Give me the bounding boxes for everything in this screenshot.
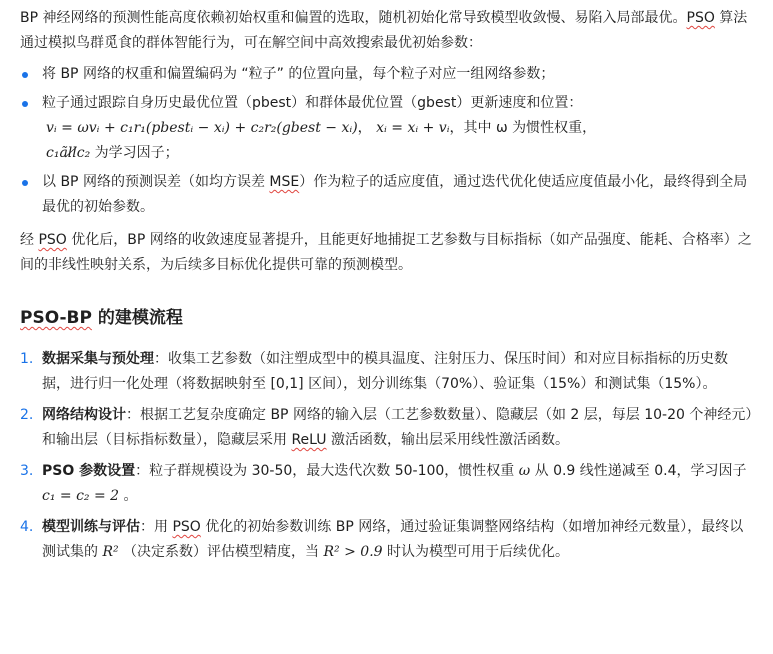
update-formula-line: vᵢ = ωvᵢ + c₁r₁(pbestᵢ − xᵢ) + c₂r₂(gbest − xᵢ)， xᵢ = xᵢ + vᵢ，其中 ω 为惯性权重， — [46, 120, 597, 136]
velocity-formula: vᵢ = ωvᵢ + c₁r₁(pbestᵢ − xᵢ) + c₂r₂(gbest − xᵢ) — [46, 120, 358, 136]
step-body-b: 从 0.9 线性递减至 0.4，学习因子 — [530, 463, 747, 479]
formula-suffix: ，其中 ω 为惯性权重， — [449, 120, 597, 136]
bullet-dot-icon — [22, 180, 28, 186]
modeling-steps-list — [20, 347, 753, 565]
heading-pso-bp: PSO-BP — [20, 308, 92, 328]
learning-factor-equation: c₁ = c₂ = 2 — [42, 488, 120, 504]
step-number: 1. — [20, 351, 34, 367]
step-title: 模型训练与评估 — [42, 519, 140, 535]
summary-paragraph — [20, 228, 753, 278]
step-title: 数据采集与预处理 — [42, 351, 154, 367]
heading-rest: 的建模流程 — [91, 308, 183, 328]
summary-text-b: 优化后，BP 网络的收敛速度显著提升，且能更好地捕捉工艺参数与目标指标（如产品强度、能耗、合格率）之间的非线性映射关系，为后续多目标优化提供可靠的预测模型。 — [20, 232, 752, 273]
learning-factor-line — [42, 145, 179, 161]
step-body-d: 时认为模型可用于后续优化。 — [382, 544, 570, 560]
step-pso-term: PSO — [172, 519, 201, 535]
omega-symbol: ω — [518, 463, 531, 479]
bullet-item-update — [20, 91, 753, 166]
learning-factor-math: c₁ãll̸c₂ — [46, 145, 91, 161]
step-item-pso-params — [20, 459, 753, 509]
step-title: 网络结构设计 — [42, 407, 126, 423]
step-body-a: ：用 — [140, 519, 173, 535]
step-number: 3. — [20, 463, 34, 479]
step-number: 4. — [20, 519, 34, 535]
bullet-item-fitness — [20, 170, 753, 220]
step-body-a: ：根据工艺复杂度确定 BP 网络的输入层（工艺参数数量）、隐藏层（如 2 层，每层 10-20 个神经元）和输出层（目标指标数量），隐藏层采用 — [42, 407, 753, 448]
step-title-b: 参数设置 — [74, 463, 136, 479]
step-body-a: ：粒子群规模设为 30-50，最大迭代次数 50-100，惯性权重 — [135, 463, 519, 479]
intro-paragraph — [20, 6, 753, 56]
learning-factor-text: 为学习因子； — [90, 145, 179, 161]
step-item-network — [20, 403, 753, 453]
bullet-dot-icon — [22, 72, 28, 78]
step-body-c: （决定系数）评估模型精度，当 — [118, 544, 324, 560]
bullet-text: 将 BP 网络的权重和偏置编码为 “粒子” 的位置向量，每个粒子对应一组网络参数； — [42, 66, 555, 82]
bullet-dot-icon — [22, 101, 28, 107]
relu-term: ReLU — [291, 432, 327, 448]
position-formula: xᵢ = xᵢ + vᵢ — [376, 120, 450, 136]
r-squared-condition: R² > 0.9 — [323, 544, 383, 560]
step-body: ：收集工艺参数（如注塑成型中的模具温度、注射压力、保压时间）和对应目标指标的历史数据，进行归一化处理（将数据映射至 [0,1] 区间），划分训练集（70%）、验证集（15%）和测试集（15%）。 — [42, 351, 728, 392]
section-heading — [20, 306, 753, 331]
mse-term: MSE — [269, 174, 300, 190]
bullet-item-encoding — [20, 62, 753, 87]
step-item-data — [20, 347, 753, 397]
intro-text-1: BP 神经网络的预测性能高度依赖初始权重和偏置的选取，随机初始化常导致模型收敛慢、易陷入局部最优。 — [20, 10, 687, 26]
bullet-text: 粒子通过跟踪自身历史最优位置（pbest）和群体最优位置（gbest）更新速度和位置： — [42, 95, 583, 111]
step-body-b: 优化的初始参数训练 BP 网络，通过验证集调整网络结构（如增加神经元数量），最终以测试集的 — [42, 519, 744, 560]
bullet-text-b: ）作为粒子的适应度值，通过迭代优化使适应度值最小化，最终得到全局最优的初始参数。 — [42, 174, 748, 215]
step-body-c: 。 — [119, 488, 138, 504]
step-body-b: 激活函数，输出层采用线性激活函数。 — [326, 432, 569, 448]
pso-bullet-list — [20, 62, 753, 220]
summary-pso-term: PSO — [38, 232, 67, 248]
intro-pso-term: PSO — [686, 10, 715, 26]
step-item-training — [20, 515, 753, 565]
summary-text-a: 经 — [20, 232, 39, 248]
r-squared-symbol: R² — [102, 544, 119, 560]
intro-text-2: 算法通过模拟鸟群觅食的群体智能行为，可在解空间中高效搜索最优初始参数： — [20, 10, 748, 51]
step-title-a: PSO — [42, 463, 75, 479]
bullet-text-a: 以 BP 网络的预测误差（如均方误差 — [42, 174, 270, 190]
step-number: 2. — [20, 407, 34, 423]
